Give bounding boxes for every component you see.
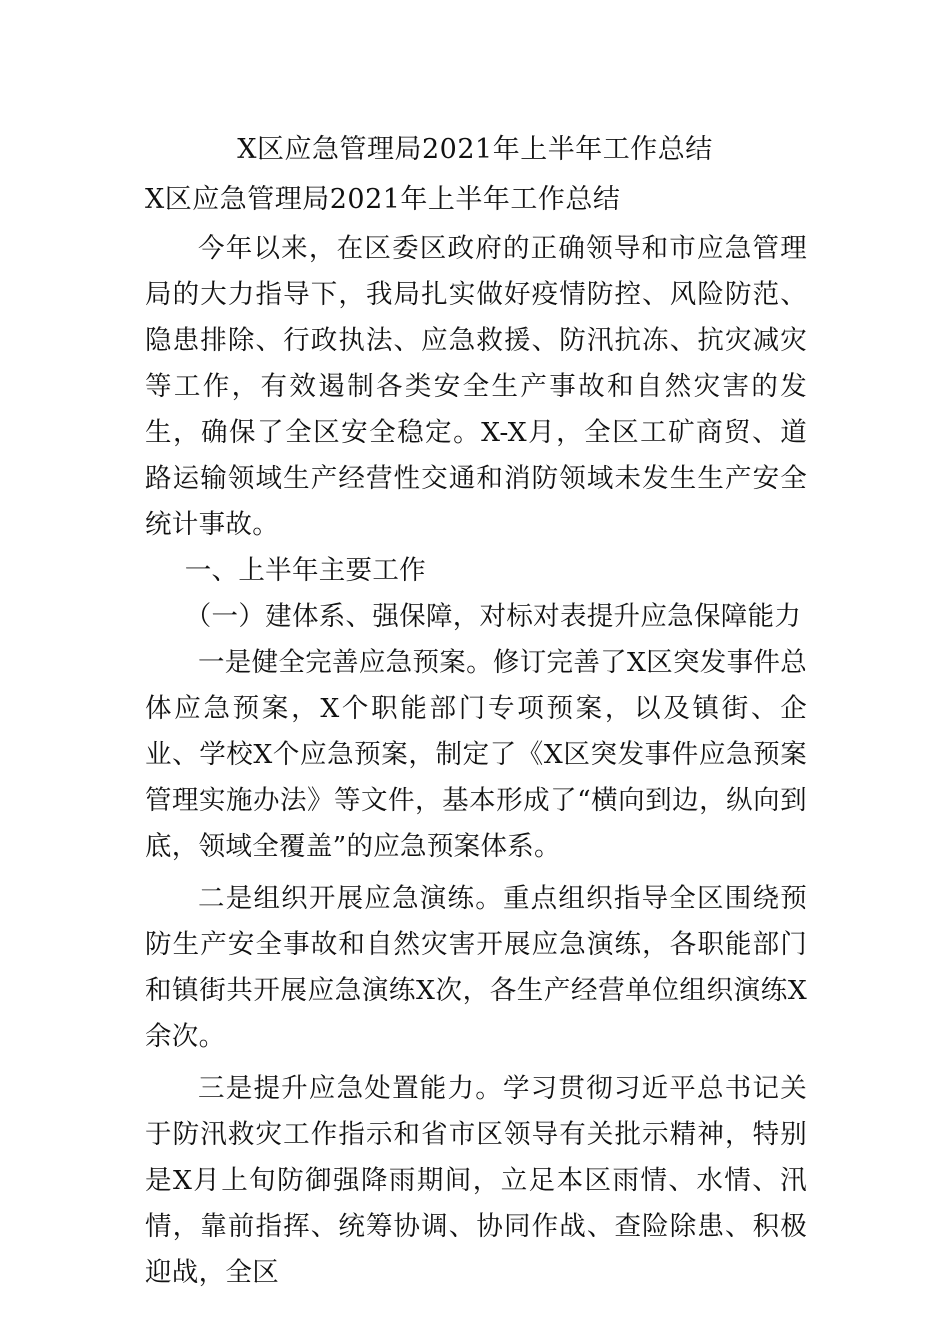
document-subtitle: X区应急管理局2021年上半年工作总结 — [145, 184, 621, 215]
document-body — [145, 226, 807, 1296]
intro-paragraph: 今年以来，在区委区政府的正确领导和市应急管理局的大力指导下，我局扎实做好疫情防控、风险防范、隐患排除、行政执法、应急救援、防汛抗冻、抗灾减灾等工作，有效遏制各类安全生产事故和自然灾害的发生，确保了全区安全稳定。X-X月，全区工矿商贸、道路运输领域生产经营性交通和消防领域未发生生产安全统计事故。 — [145, 233, 807, 540]
subsection-heading: （一）建体系、强保障，对标对表提升应急保障能力 — [184, 601, 802, 632]
section-heading: 一、上半年主要工作 — [184, 555, 426, 586]
item-paragraph-1: 一是健全完善应急预案。修订完善了X区突发事件总体应急预案，X个职能部门专项预案，以及镇街、企业、学校X个应急预案，制定了《X区突发事件应急预案管理实施办法》等文件，基本形成了“横向到边，纵向到底，领域全覆盖”的应急预案体系。 — [145, 647, 807, 862]
item-paragraph-2: 二是组织开展应急演练。重点组织指导全区围绕预防生产安全事故和自然灾害开展应急演练，各职能部门和镇街共开展应急演练X次，各生产经营单位组织演练X余次。 — [145, 883, 807, 1052]
item-paragraph-3: 三是提升应急处置能力。学习贯彻习近平总书记关于防汛救灾工作指示和省市区领导有关批示精神，特别是X月上旬防御强降雨期间，立足本区雨情、水情、汛情，靠前指挥、统筹协调、协同作战、查险除患、积极迎战，全区 — [145, 1073, 807, 1288]
document-title: X区应急管理局2021年上半年工作总结 — [237, 134, 713, 165]
